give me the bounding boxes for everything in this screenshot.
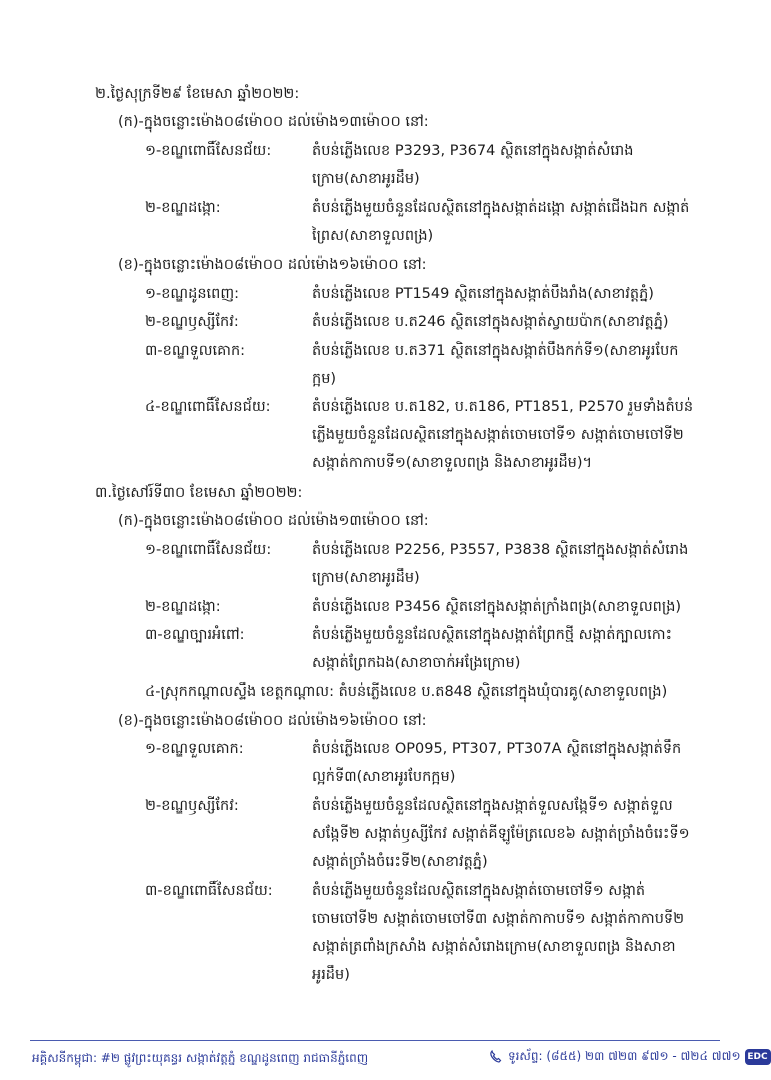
day2-b-item3-label: ៣-ខណ្ឌទួលគោក: bbox=[145, 343, 246, 359]
day2-section-a-label: (ក)-ក្នុងចន្លោះម៉ោង០៨ម៉ោ០០ ដល់ម៉ោង១៣ម៉ោ០០ នៅ: bbox=[118, 114, 429, 130]
day2-b-item3-text: តំបន់ភ្លើងលេខ ប.ត371 ស្ថិតនៅក្នុងសង្កាត់បឹងកក់ទី១(សាខាអូរបែកក្អម) bbox=[312, 343, 679, 387]
day3-b-item2-label: ២-ខណ្ឌឫស្សីកែវ: bbox=[145, 798, 239, 814]
day3-a-item2-label: ២-ខណ្ឌដង្កោ: bbox=[145, 599, 221, 615]
day3-b-item3-text: តំបន់ភ្លើងមួយចំនួនដែលស្ថិតនៅក្នុងសង្កាត់ចោមចៅទី១ សង្កាត់ចោមចៅទី២ សង្កាត់ចោមចៅទី៣ សង្កាត់កាកាបទី១ សង្កាត់កាកាបទី២ សង្កាត់ត្រពាំងក្រសាំង សង្កាត់សំរោងក្រោម(សាខាទួលពង្រ និងសាខាអូរដឹម) bbox=[312, 883, 685, 983]
day3-b-item1-text: តំបន់ភ្លើងលេខ OP095, PT307, PT307A ស្ថិតនៅក្នុងសង្កាត់ទឹកល្អក់ទី៣(សាខាអូរបែកក្អម) bbox=[312, 741, 682, 785]
day2-b-item4-label: ៤-ខណ្ឌពោធិ៍សែនជ័យ: bbox=[145, 399, 271, 415]
day3-a-item4: ៤-ស្រុកកណ្ដាលស្ទឹង ខេត្តកណ្ដាល: តំបន់ភ្លើងលេខ ប.ត848 ស្ថិតនៅក្នុងឃុំបារគូ(សាខាទួលពង្រ) bbox=[145, 684, 668, 700]
day2-a-item2-text: តំបន់ភ្លើងមួយចំនួនដែលស្ថិតនៅក្នុងសង្កាត់ដង្កោ សង្កាត់ជើងឯក សង្កាត់ព្រៃស(សាខាទួលពង្រ) bbox=[312, 200, 690, 244]
footer-address: អគ្គិសនីកម្ពុជា: #២ ផ្លូវព្រះយុគន្ធរ សង្កាត់វត្តភ្នំ ខណ្ឌដូនពេញ រាជធានីភ្នំពេញ bbox=[32, 1051, 369, 1065]
day3-a-item1-text: តំបន់ភ្លើងលេខ P2256, P3557, P3838 ស្ថិតនៅក្នុងសង្កាត់សំរោងក្រោម(សាខាអូរដឹម) bbox=[312, 542, 689, 586]
day3-b-item3-label: ៣-ខណ្ឌពោធិ៍សែនជ័យ: bbox=[145, 883, 273, 899]
day3-b-item2-text: តំបន់ភ្លើងមួយចំនួនដែលស្ថិតនៅក្នុងសង្កាត់ទួលសង្កែទី១ សង្កាត់ទួលសង្កែទី២ សង្កាត់ឫស្សីកែវ សង្កាត់គីឡូម៉ែត្រលេខ៦ សង្កាត់ច្រាំងចំរេះទី១ សង្កាត់ច្រាំងចំរេះទី២(សាខាវត្តភ្នំ) bbox=[312, 798, 690, 870]
day3-a-item3-text: តំបន់ភ្លើងមួយចំនួនដែលស្ថិតនៅក្នុងសង្កាត់ព្រែកថ្មី សង្កាត់ក្បាលកោះ សង្កាត់ព្រែកឯង(សាខាចាក់អង្រែក្រោម) bbox=[312, 627, 672, 671]
day2-a-item1-text: តំបន់ភ្លើងលេខ P3293, P3674 ស្ថិតនៅក្នុងសង្កាត់សំរោងក្រោម(សាខាអូរដឹម) bbox=[312, 143, 634, 187]
day3-section-b-label: (ខ)-ក្នុងចន្លោះម៉ោង០៨ម៉ោ០០ ដល់ម៉ោង១៦ម៉ោ០០ នៅ: bbox=[118, 713, 427, 729]
day2-heading: ២.ថ្ងៃសុក្រទី២៩ ខែមេសា ឆ្នាំ២០២២: bbox=[95, 86, 300, 102]
phone-icon bbox=[488, 1049, 504, 1065]
footer-contact bbox=[488, 1048, 771, 1066]
day3-b-item1-label: ១-ខណ្ឌទួលគោក: bbox=[145, 741, 244, 757]
day3-a-item2-text: តំបន់ភ្លើងលេខ P3456 ស្ថិតនៅក្នុងសង្កាត់ក្រាំងពង្រ(សាខាទួលពង្រ) bbox=[312, 599, 682, 615]
day2-b-item1-label: ១-ខណ្ឌដូនពេញ: bbox=[145, 286, 240, 302]
footer-divider bbox=[30, 1040, 720, 1041]
day3-section-a-label: (ក)-ក្នុងចន្លោះម៉ោង០៨ម៉ោ០០ ដល់ម៉ោង១៣ម៉ោ០០ នៅ: bbox=[118, 513, 429, 529]
day2-section-b-label: (ខ)-ក្នុងចន្លោះម៉ោង០៨ម៉ោ០០ ដល់ម៉ោង១៦ម៉ោ០០ នៅ: bbox=[118, 257, 427, 273]
day2-b-item1-text: តំបន់ភ្លើងលេខ PT1549 ស្ថិតនៅក្នុងសង្កាត់បឹងរាំង(សាខាវត្តភ្នំ) bbox=[312, 286, 654, 302]
day3-heading: ៣.ថ្ងៃសៅរ៍ទី៣០ ខែមេសា ឆ្នាំ២០២២: bbox=[95, 485, 303, 501]
day2-b-item2-text: តំបន់ភ្លើងលេខ ប.ត246 ស្ថិតនៅក្នុងសង្កាត់ស្វាយប៉ាក(សាខាវត្តភ្នំ) bbox=[312, 314, 669, 330]
day2-b-item4-text: តំបន់ភ្លើងលេខ ប.ត182, ប.ត186, PT1851, P2570 រួមទាំងតំបន់ភ្លើងមួយចំនួនដែលស្ថិតនៅក្នុងសង្កាត់ចោមចៅទី១ សង្កាត់ចោមចៅទី២ សង្កាត់កាកាបទី១(សាខាទួលពង្រ និងសាខាអូរដឹម)។ bbox=[312, 399, 694, 471]
day2-a-item2-label: ២-ខណ្ឌដង្កោ: bbox=[145, 200, 221, 216]
day2-a-item1-label: ១-ខណ្ឌពោធិ៍សែនជ័យ: bbox=[145, 143, 272, 159]
footer-phone: ទូរស័ព្ទ: (៨៥៥) ២៣ ៧២៣ ៩៧១ - ៧២៤ ៧៧១ bbox=[508, 1049, 741, 1063]
day3-a-item3-label: ៣-ខណ្ឌច្បារអំពៅ: bbox=[145, 627, 245, 643]
day2-b-item2-label: ២-ខណ្ឌឫស្សីកែវ: bbox=[145, 314, 239, 330]
day3-a-item1-label: ១-ខណ្ឌពោធិ៍សែនជ័យ: bbox=[145, 542, 272, 558]
edc-logo: EDC bbox=[745, 1049, 771, 1065]
